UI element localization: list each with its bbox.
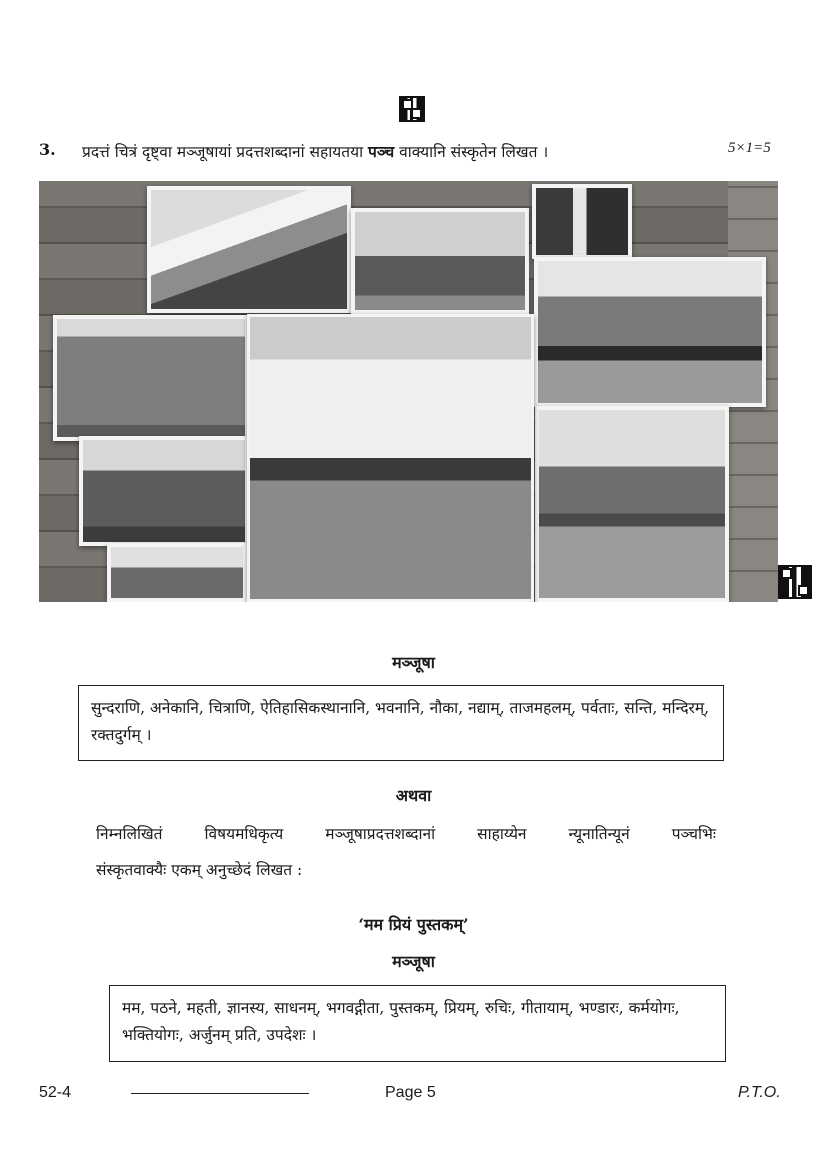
question-marks: 5×1=5 bbox=[728, 140, 771, 156]
question-text-end: वाक्यानि संस्कृतेन लिखत । bbox=[394, 143, 549, 161]
question-number: 3. bbox=[39, 140, 56, 159]
question-text-start: प्रदत्तं चित्रं दृष्ट्वा मञ्जूषायां प्रदत्तशब्दानां सहायतया bbox=[82, 143, 369, 161]
alt-question-line-1: निम्नलिखितं विषयमधिकृत्य मञ्जूषाप्रदत्तशब्दानां साहाय्येन न्यूनातिन्यूनं पञ्चभिः bbox=[96, 825, 716, 843]
photo-mountains bbox=[147, 186, 351, 313]
photo-waterfall bbox=[532, 184, 632, 259]
paragraph-topic: ‘मम प्रियं पुस्तकम्’ bbox=[358, 915, 469, 934]
photo-collage bbox=[39, 181, 778, 602]
word-box-2: मम, पठने, महती, ज्ञानस्य, साधनम्, भगवद्गीता, पुस्तकम्, प्रियम्, रुचिः, गीतायाम्, भण्डारः, कर्मयोगः, भक्तियोगः, अर्जुनम् प्रति, उपदेशः । bbox=[109, 985, 726, 1062]
photo-golden-temple bbox=[535, 406, 729, 602]
photo-red-fort bbox=[107, 543, 247, 602]
qr-code-side bbox=[778, 565, 812, 599]
question-text bbox=[82, 140, 702, 162]
word-box-1: सुन्दराणि, अनेकानि, चित्राणि, ऐतिहासिकस्थानानि, भवनानि, नौका, नद्याम्, ताजमहलम्, पर्वताः, सन्ति, मन्दिरम्, रक्तदुर्गम् । bbox=[78, 685, 724, 761]
photo-taj-mahal bbox=[247, 314, 534, 602]
please-turn-over: P.T.O. bbox=[738, 1084, 781, 1101]
footer-rule bbox=[131, 1093, 309, 1094]
alt-question-line-2: संस्कृतवाक्यैः एकम् अनुच्छेदं लिखत : bbox=[96, 861, 303, 879]
word-box-heading-1: मञ्जूषा bbox=[392, 653, 435, 672]
qr-code-top bbox=[399, 96, 425, 122]
photo-kerala-backwaters bbox=[534, 257, 766, 407]
photo-hawa-mahal bbox=[53, 315, 249, 441]
word-box-heading-2: मञ्जूषा bbox=[392, 952, 435, 971]
or-heading: अथवा bbox=[395, 786, 432, 805]
question-text-bold: पञ्च bbox=[368, 142, 395, 161]
paper-code: 52-4 bbox=[39, 1084, 72, 1101]
photo-meenakshi-gopuram bbox=[79, 436, 249, 546]
page-number: Page 5 bbox=[385, 1084, 436, 1101]
photo-konark-temple bbox=[351, 208, 529, 314]
